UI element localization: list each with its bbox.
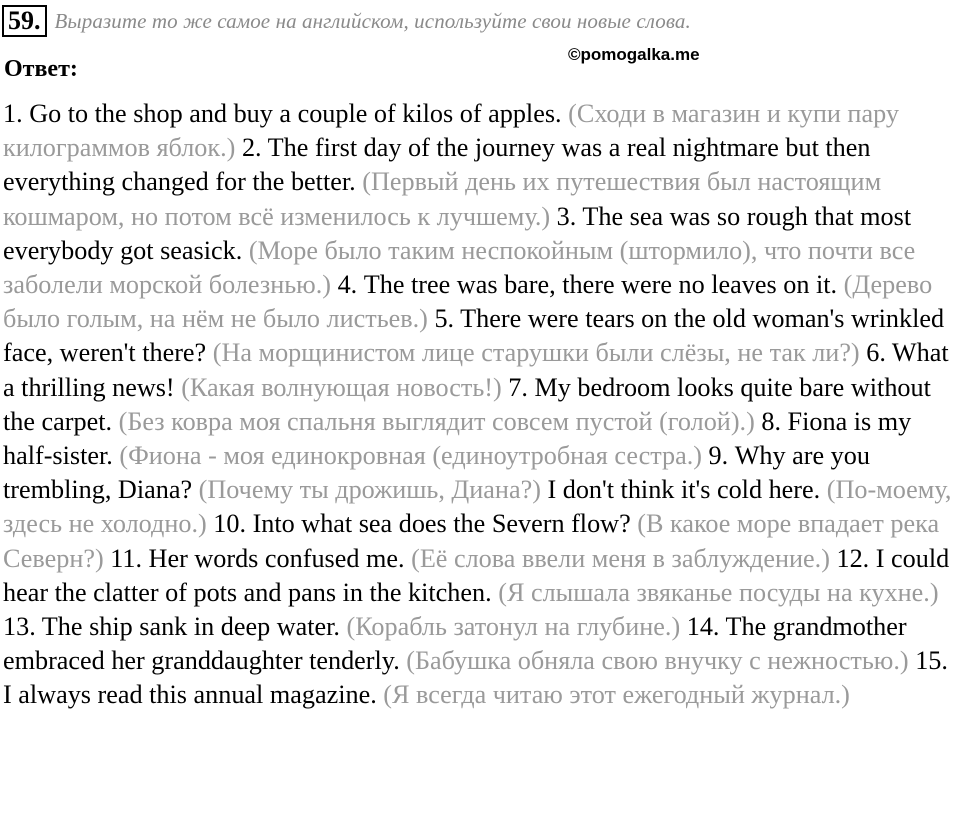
item-8-en: 9. Why are you trembling, Diana? xyxy=(3,441,870,505)
item-14-ru: (Бабушка обняла свою внучку с нежностью.) xyxy=(406,646,909,676)
item-0-en: 1. Go to the shop and buy a couple of kilos of apples. xyxy=(3,99,562,128)
item-3-ru: (Дерево было голым, на нём не было листьев.) xyxy=(3,270,933,334)
item-7-ru: (Фиона - моя единокровная (единоутробная сестра.) xyxy=(119,441,702,471)
item-0-ru: (Сходи в магазин и купи пару килограммов яблок.) xyxy=(3,99,899,163)
answer-label: Ответ: xyxy=(4,56,78,82)
exercise-task: Выразите то же самое на английском, используйте свои новые слова. xyxy=(54,8,691,33)
item-12-ru: (Я слышала звяканье посуды на кухне.) xyxy=(498,577,939,607)
item-10-en: 10. Into what sea does the Severn flow? xyxy=(213,509,631,539)
item-9-ru: (По-моему, здесь не холодно.) xyxy=(3,475,952,539)
item-2-en: 3. The sea was so rough that most everybody got seasick. xyxy=(3,201,912,265)
item-6-ru: (Без ковра моя спальня выглядит совсем пустой (голой).) xyxy=(118,406,755,436)
item-2-ru: (Море было таким неспокойным (штормило), что почти все заболели морской болезнью.) xyxy=(3,235,916,300)
exercise-header xyxy=(2,4,691,38)
item-15-ru: (Я всегда читаю этот ежегодный журнал.) xyxy=(383,680,850,710)
answer-text xyxy=(3,97,959,713)
item-9-en: I don't think it's cold here. xyxy=(547,475,821,505)
item-13-ru: (Корабль затонул на глубине.) xyxy=(346,612,681,642)
item-4-en: 5. There were tears on the old woman's wrinkled face, weren't there? xyxy=(3,304,945,368)
item-10-ru: (В какое море впадает река Северн?) xyxy=(3,509,940,573)
item-14-en: 14. The grandmother embraced her granddaughter tenderly. xyxy=(3,612,907,676)
item-4-ru: (На морщинистом лице старушки были слёзы, не так ли?) xyxy=(212,338,860,368)
item-13-en: 13. The ship sank in deep water. xyxy=(3,612,340,642)
exercise-number: 59. xyxy=(2,5,47,37)
item-11-ru: (Её слова ввели меня в заблуждение.) xyxy=(411,543,830,573)
item-1-en: 2. The first day of the journey was a real nightmare but then everything changed for the better. xyxy=(3,133,871,197)
item-5-en: 6. What a thrilling news! xyxy=(3,338,949,402)
item-3-en: 4. The tree was bare, there were no leaves on it. xyxy=(337,270,838,300)
watermark: ©pomogalka.me xyxy=(568,45,700,64)
item-15-en: 15. I always read this annual magazine. xyxy=(3,646,948,710)
item-7-en: 8. Fiona is my half-sister. xyxy=(3,406,912,471)
item-11-en: 11. Her words confused me. xyxy=(110,543,405,573)
item-1-ru: (Первый день их путешествия был настоящим кошмаром, но потом всё изменилось к лучшему.) xyxy=(3,167,882,231)
item-12-en: 12. I could hear the clatter of pots and pans in the kitchen. xyxy=(3,543,950,607)
item-6-en: 7. My bedroom looks quite bare without the carpet. xyxy=(3,372,931,436)
item-8-ru: (Почему ты дрожишь, Диана?) xyxy=(198,475,541,505)
item-5-ru: (Какая волнующая новость!) xyxy=(181,372,502,402)
